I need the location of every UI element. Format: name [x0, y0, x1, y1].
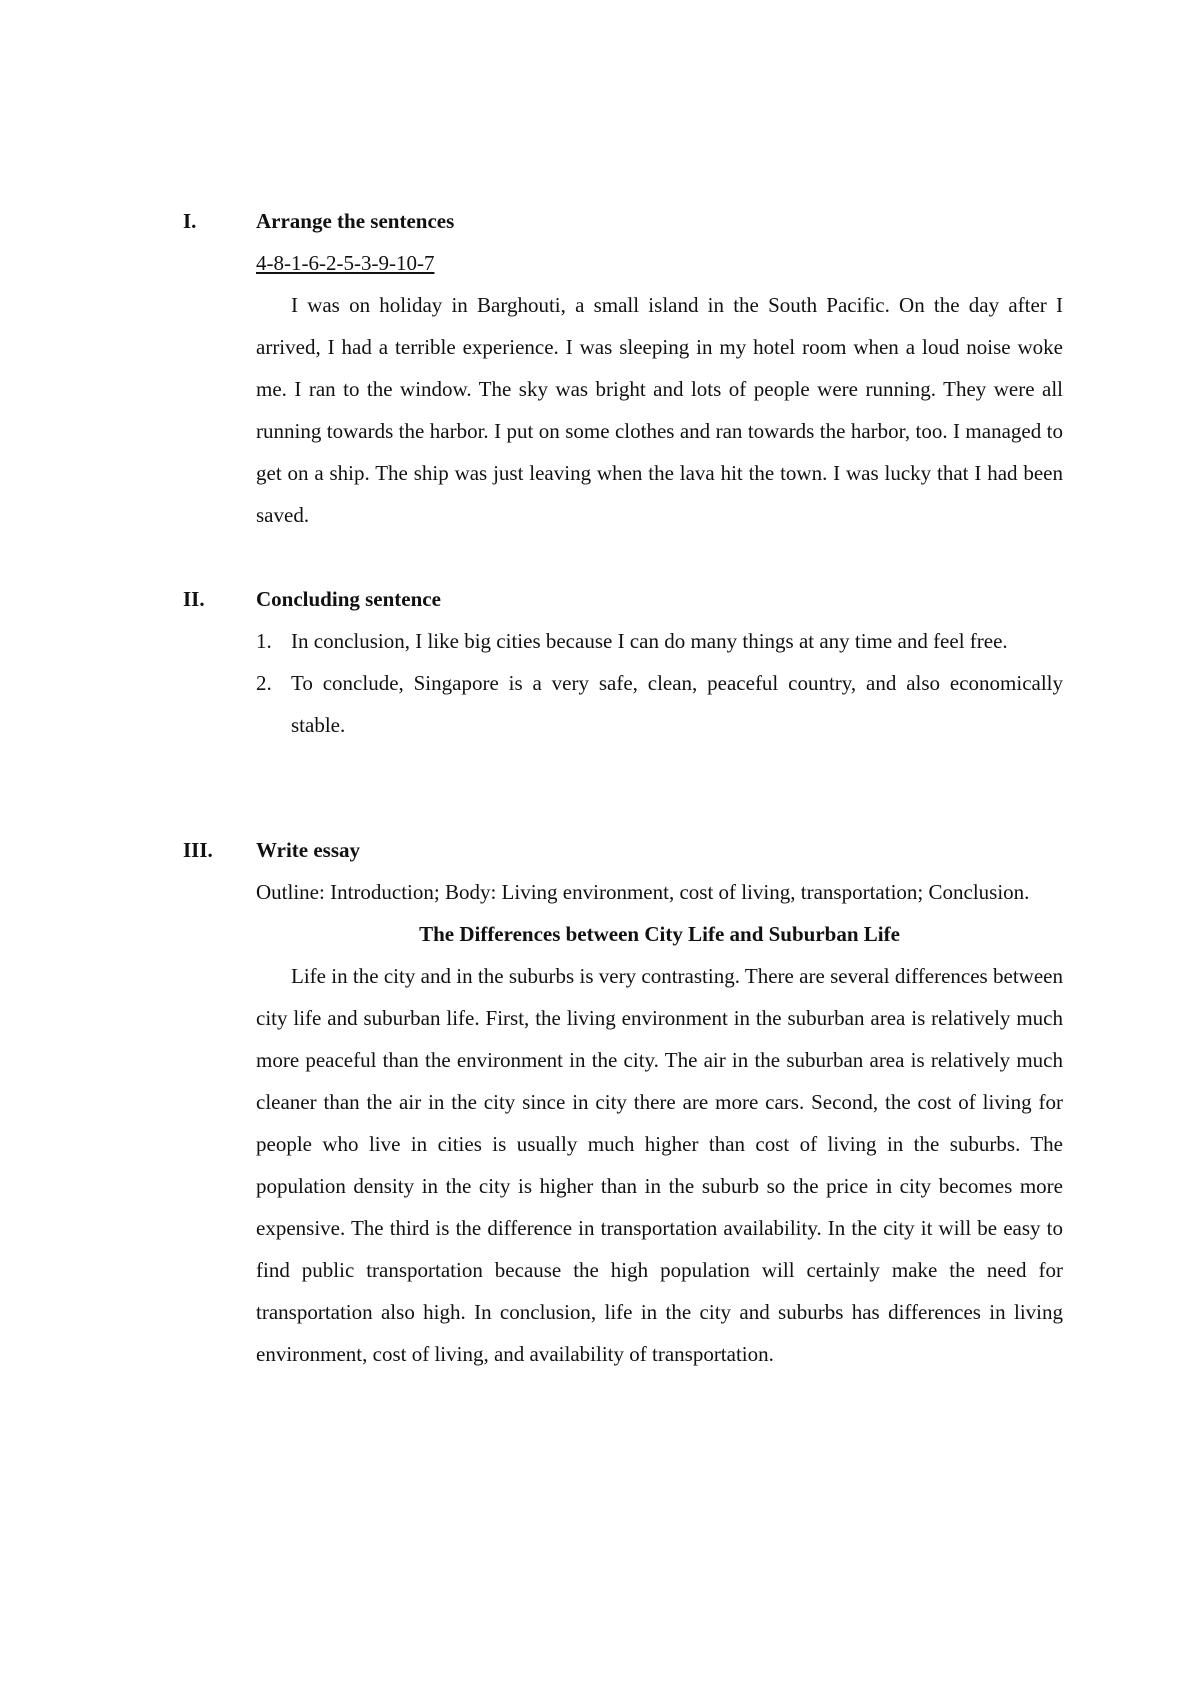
section-body	[256, 829, 1063, 1375]
section-heading: Write essay	[256, 838, 361, 862]
section-heading: Concluding sentence	[256, 587, 441, 611]
sentence-order: 4-8-1-6-2-5-3-9-10-7	[256, 251, 435, 275]
list-item	[256, 620, 1063, 662]
list-number: 2.	[256, 671, 272, 695]
section-heading: Arrange the sentences	[256, 209, 455, 233]
list-item	[256, 662, 1063, 746]
story-paragraph: I was on holiday in Barghouti, a small island in the South Pacific. On the day after I arrived, I had a terrible experience. I was sleeping in my hotel room when a loud noise woke me. I ran to the window. The sky was bright and lots of people were running. They were all running towards the harbor. I put on some clothes and ran towards the harbor, too. I managed to get on a ship. The ship was just leaving when the lava hit the town. I was lucky that I had been saved.	[256, 293, 1063, 527]
list-number: 1.	[256, 629, 272, 653]
concluding-list	[256, 620, 1063, 746]
essay-title: The Differences between City Life and Suburban Life	[419, 922, 900, 946]
essay-outline: Outline: Introduction; Body: Living environment, cost of living, transportation; Conclusion.	[256, 880, 1030, 904]
section-numeral: III.	[183, 838, 213, 862]
list-text: In conclusion, I like big cities because I can do many things at any time and feel free.	[291, 629, 1008, 653]
section-body	[256, 200, 1063, 536]
list-text: To conclude, Singapore is a very safe, clean, peaceful country, and also economically stable.	[291, 671, 1063, 737]
section-numeral: I.	[183, 209, 197, 233]
essay-paragraph: Life in the city and in the suburbs is very contrasting. There are several differences between city life and suburban life. First, the living environment in the suburban area is relatively much more peaceful than the environment in the city. The air in the suburban area is relatively much cleaner than the air in the city since in city there are more cars. Second, the cost of living for people who live in cities is usually much higher than cost of living in the suburbs. The population density in the city is higher than in the suburb so the price in city becomes more expensive. The third is the difference in transportation availability. In the city it will be easy to find public transportation because the high population will certainly make the need for transportation also high. In conclusion, life in the city and suburbs has differences in living environment, cost of living, and availability of transportation.	[256, 964, 1063, 1366]
section-numeral: II.	[183, 587, 205, 611]
section-body	[256, 578, 1063, 746]
